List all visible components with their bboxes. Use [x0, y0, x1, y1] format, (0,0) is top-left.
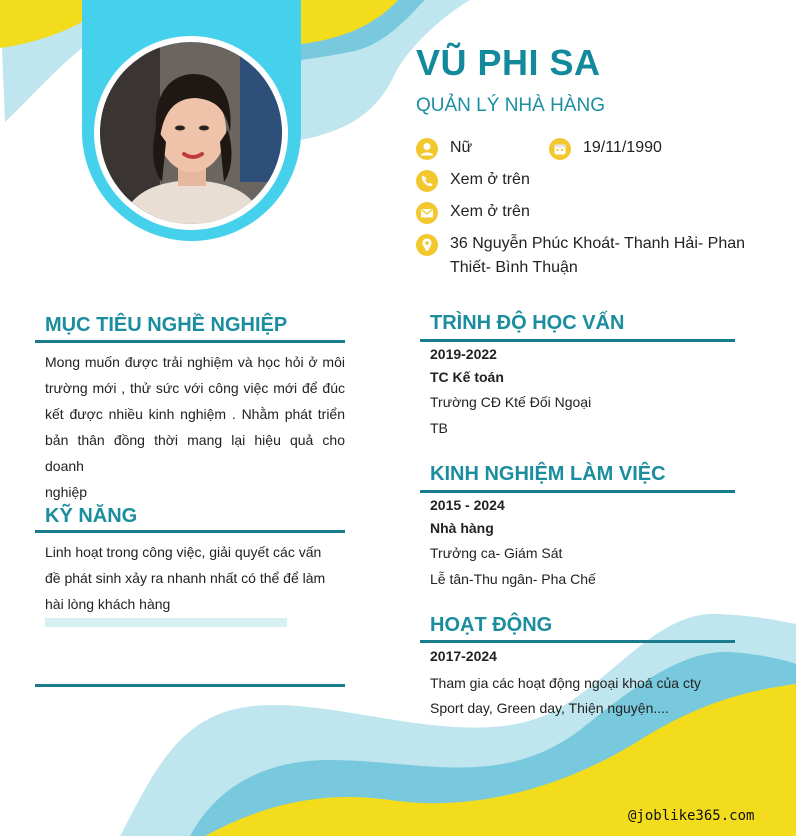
phone-value: Xem ở trên	[450, 171, 530, 188]
skills-text	[45, 539, 345, 617]
experience-heading: KINH NGHIỆM LÀM VIỆC	[430, 463, 666, 485]
address-row	[416, 234, 745, 280]
envelope-icon	[416, 202, 438, 224]
education-period: 2019-2022	[430, 346, 497, 362]
education-divider	[420, 339, 735, 342]
site-credit: @joblike365.com	[628, 808, 755, 824]
education-entry	[430, 346, 591, 436]
education-major: TC Kế toán	[430, 369, 504, 385]
birthdate-value: 19/11/1990	[583, 139, 662, 156]
experience-divider	[420, 490, 735, 493]
photo-illustration	[100, 42, 282, 224]
skills-heading: KỸ NĂNG	[45, 505, 138, 527]
experience-position: Trưởng ca- Giám Sát	[430, 545, 563, 561]
gender-row	[416, 138, 472, 160]
activities-entry	[430, 648, 701, 721]
experience-period: 2015 - 2024	[430, 497, 505, 513]
experience-duties: Lễ tân-Thu ngân- Pha Chế	[430, 571, 596, 587]
education-grade: TB	[430, 420, 448, 436]
objective-line: kết được nhiều kinh nghiệm . Nhằm phát triển	[45, 406, 345, 422]
calendar-icon	[549, 138, 571, 160]
birthdate-row	[549, 138, 662, 160]
address-line-2: Thiết- Bình Thuận	[450, 259, 578, 276]
email-value: Xem ở trên	[450, 203, 530, 220]
address-line-1: 36 Nguyễn Phúc Khoát- Thanh Hải- Phan	[450, 235, 746, 252]
objective-heading: MỤC TIÊU NGHỀ NGHIỆP	[45, 314, 288, 336]
gender-value: Nữ	[450, 139, 473, 156]
activities-period: 2017-2024	[430, 648, 497, 664]
skill-level-fill	[45, 618, 287, 627]
activities-heading: HOẠT ĐỘNG	[430, 614, 553, 636]
skills-line: đề phát sinh xảy ra nhanh nhất có thể để làm	[45, 570, 326, 586]
email-row	[416, 202, 530, 224]
objective-divider	[35, 340, 345, 343]
profile-photo	[100, 42, 282, 224]
activities-divider	[420, 640, 735, 643]
phone-icon	[416, 170, 438, 192]
location-pin-icon	[416, 234, 438, 256]
candidate-name: VŨ PHI SA	[416, 42, 601, 83]
person-icon	[416, 138, 438, 160]
activities-line-1: Tham gia các hoạt động ngoại khoá của cty	[430, 675, 701, 691]
address-value	[450, 232, 745, 280]
skill-level-bar	[45, 618, 287, 627]
skills-line: Linh hoạt trong công việc, giải quyết các vấn	[45, 544, 322, 560]
activities-line-2: Sport day, Green day, Thiện nguyện....	[430, 700, 669, 716]
skills-line: hài lòng khách hàng	[45, 596, 171, 612]
objective-line: nghiệp	[45, 484, 88, 500]
experience-entry	[430, 497, 596, 587]
objective-text	[45, 349, 345, 505]
candidate-title: QUẢN LÝ NHÀ HÀNG	[416, 95, 605, 116]
phone-row	[416, 170, 530, 192]
objective-line: bản thân đồng thời mang lại hiệu quả cho doanh	[45, 432, 345, 474]
education-school: Trường CĐ Ktế Đối Ngoại	[430, 394, 592, 410]
left-bottom-divider	[35, 684, 345, 687]
education-heading: TRÌNH ĐỘ HỌC VẤN	[430, 312, 625, 334]
objective-line: trường mới , thử sức với công việc mới để đúc	[45, 380, 345, 396]
experience-company: Nhà hàng	[430, 520, 494, 536]
objective-line: Mong muốn được trải nghiệm và học hỏi ở môi	[45, 354, 345, 370]
skills-divider	[35, 530, 345, 533]
